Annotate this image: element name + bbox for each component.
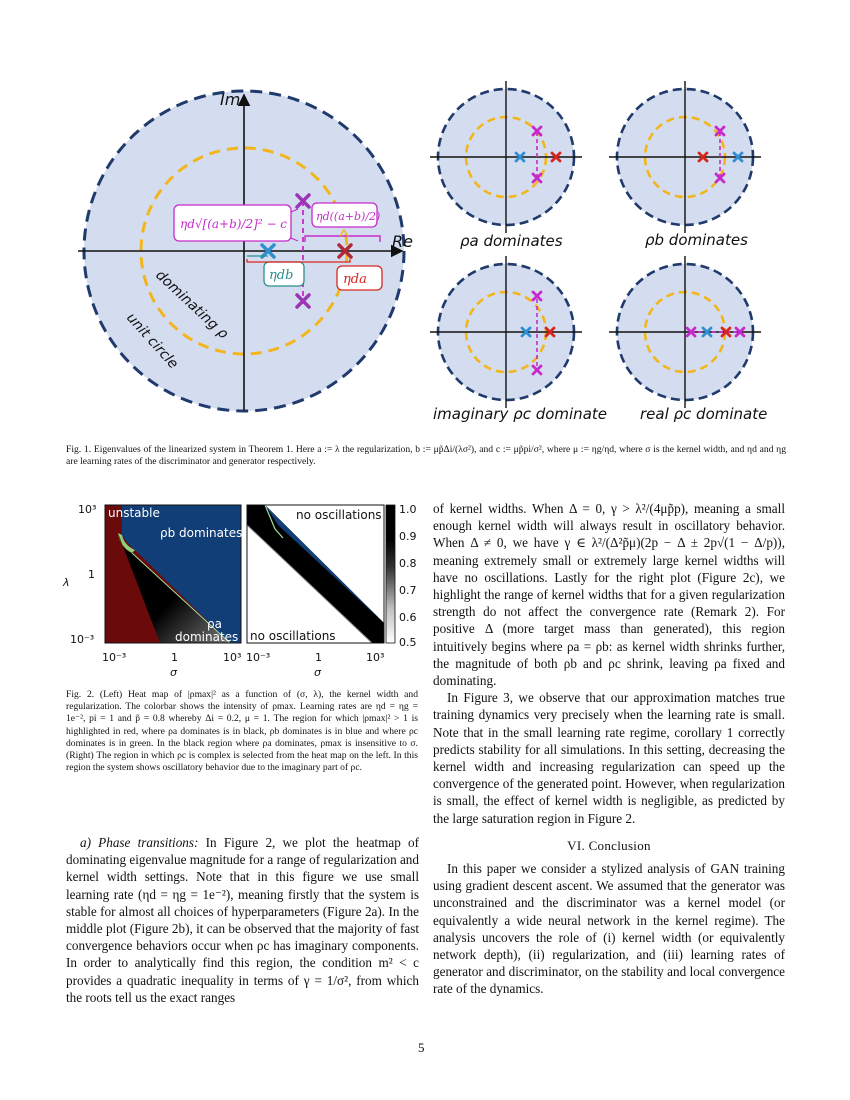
- cbar-tick: 0.8: [399, 557, 417, 570]
- label-unstable: unstable: [108, 506, 160, 520]
- xtick-l2: 10³: [223, 651, 242, 664]
- xtick-r0: 10⁻³: [246, 651, 271, 664]
- right-paragraph-2: In Figure 3, we observe that our approximation matches true training dynamics very precisely when the learning rate is small. Note that in the small learning rate regime, corollary 1 correctly predicts stability for all simulations. In this setting, decreasing the kernel width and increasing regularization can speed up the convergence of the generated point. However, when regularization is small, the effect of kernel width is negligible, as predicted by the large saturation region in Figure 2.: [433, 690, 785, 826]
- colorbar: [386, 505, 395, 643]
- fig1-caption: Fig. 1. Eigenvalues of the linearized system in Theorem 1. Here a := λ the regularization, b := μp̃Δi/(λσ²), and c := μp̃pi/σ², where μ := ηg/ηd, where σ is the kernel width, and ηd and ηg are learning rates of the discriminator and generator respectively.: [66, 444, 786, 468]
- label-imag-dominate: imaginary ρc dominate: [433, 405, 607, 423]
- cbar-tick: 0.7: [399, 584, 417, 597]
- ann-a: ηda: [343, 272, 367, 287]
- label-no-osc-bottom: no oscillations: [250, 629, 336, 643]
- axis-re-label: Re: [392, 232, 413, 251]
- ytick-mid: 1: [88, 568, 95, 581]
- xtick-r1: 1: [315, 651, 322, 664]
- xtick-r2: 10³: [366, 651, 385, 664]
- xtick-l1: 1: [171, 651, 178, 664]
- ann-b: ηdb: [269, 268, 294, 283]
- dominating-label: dominating ρ: [152, 267, 232, 343]
- right-column: [433, 500, 785, 998]
- small-plot-imag: [430, 256, 582, 408]
- label-pb-dominates-hm: ρb dominates: [160, 526, 243, 540]
- cbar-tick: 1.0: [399, 503, 417, 516]
- main-eigen-plot: [78, 90, 413, 411]
- xlabel-right: σ: [314, 666, 321, 679]
- figure-2: [60, 495, 425, 680]
- colorbar-ticks: [399, 503, 417, 649]
- label-pa-sym: ρa: [207, 617, 222, 631]
- small-plot-real: [609, 256, 761, 408]
- label-pa-dominates: ρa dominates: [460, 232, 563, 250]
- heatmap-left: [105, 505, 242, 644]
- label-real-dominate: real ρc dominate: [640, 405, 768, 423]
- label-pa-dominates-hm: dominates: [175, 630, 239, 644]
- ann-sqrt: ηd√[(a+b)/2]² − c: [180, 217, 288, 231]
- label-no-osc-top: no oscillations: [296, 508, 382, 522]
- left-column: [66, 834, 419, 1006]
- left-paragraph-1: In Figure 2, we plot the heatmap of dominating eigenvalue magnitude for a range of regularization and kernel width settings. Note that in this figure we use small learning rate (ηd = ηg = 1e⁻²), meaning firstly that the system is stable for almost all choices of hyperparameters (Figure 2a). In the middle plot (Figure 2b), it can be observed that the majority of fast convergence behaviors occur when ρc has imaginary components. In order to analytically find this region, the condition m² < c provides a quadratic inequality in terms of γ = 1/σ², from which the roots tell us the exact ranges: [66, 835, 419, 1005]
- xlabel-left: σ: [170, 666, 177, 679]
- unit-circle-label: unit circle: [123, 309, 182, 373]
- heatmap-right: [247, 505, 384, 643]
- fig2-caption: Fig. 2. (Left) Heat map of |ρmax|² as a function of (σ, λ), the kernel width and regularization. The colorbar shows the intensity of ρmax. Learning rates are ηd = ηg = 1e⁻², pi = 1 and p̃ = 0.8 whereby Δi = 0.2, μ = 1. The region for which |ρmax|² > 1 is highlighted in red, where ρa dominates is in black, ρb dominates is in blue and where ρc dominates is in green. In the black region where ρa dominates, ρmax is insensitive to σ. (Right) The region in which ρc is complex is selected from the heat map on the left. In this region the system shows oscillatory behavior due to the imaginary part of ρc.: [66, 689, 418, 774]
- small-plot-b: [609, 81, 761, 233]
- small-plot-a: [430, 81, 582, 233]
- label-pb-dominates: ρb dominates: [645, 231, 748, 249]
- xtick-l0: 10⁻³: [102, 651, 127, 664]
- cbar-tick: 0.5: [399, 636, 417, 649]
- ytick-bot: 10⁻³: [70, 633, 95, 646]
- phase-transitions-heading: a) Phase transitions:: [80, 835, 199, 850]
- right-paragraph-1: of kernel widths. When Δ = 0, γ > λ²/(4μp̃p), meaning a small enough kernel width will always result in oscillatory behavior. When Δ ≠ 0, we have γ ∈ λ²/(Δ²p̃μ)(2p − Δ ± 2p√(1 − Δ/p)), meaning extremely small or extremely large kernel widths will have no oscillations. Lastly for the right plot (Figure 2c), we highlight the range of kernel widths that for a given regularization strength do not affect the convergence rate (Remark 2). For positive Δ (more target mass than generated), this region intuitively begins where ρa = ρb: as kernel width shrinks further, the magnitude of both ρb and ρc shrink, leaving ρa fixed and dominating.: [433, 501, 785, 689]
- figure-1: [0, 0, 850, 440]
- cbar-tick: 0.6: [399, 611, 417, 624]
- axis-im-label: Im: [220, 90, 241, 109]
- right-paragraph-3: In this paper we consider a stylized analysis of GAN training using gradient descent ascent. We assumed that the generator was unconstrained and the discriminator was a kernel model (or equivalently a wide neural network in the kernel regime). The analysis uncovers the role of (i) kernel width (or equivalently network depth), (ii) regularization, and (iii) learning rates of generator and discriminator, on the stability and local convergence rate of the dynamics.: [433, 861, 785, 997]
- ytick-top: 10³: [78, 503, 97, 516]
- y-label-lambda: λ: [63, 576, 70, 589]
- section-heading-conclusion: VI. Conclusion: [567, 837, 651, 853]
- ann-mid: ηd((a+b)/2): [316, 210, 381, 223]
- page-number: 5: [418, 1040, 425, 1055]
- cbar-tick: 0.9: [399, 530, 417, 543]
